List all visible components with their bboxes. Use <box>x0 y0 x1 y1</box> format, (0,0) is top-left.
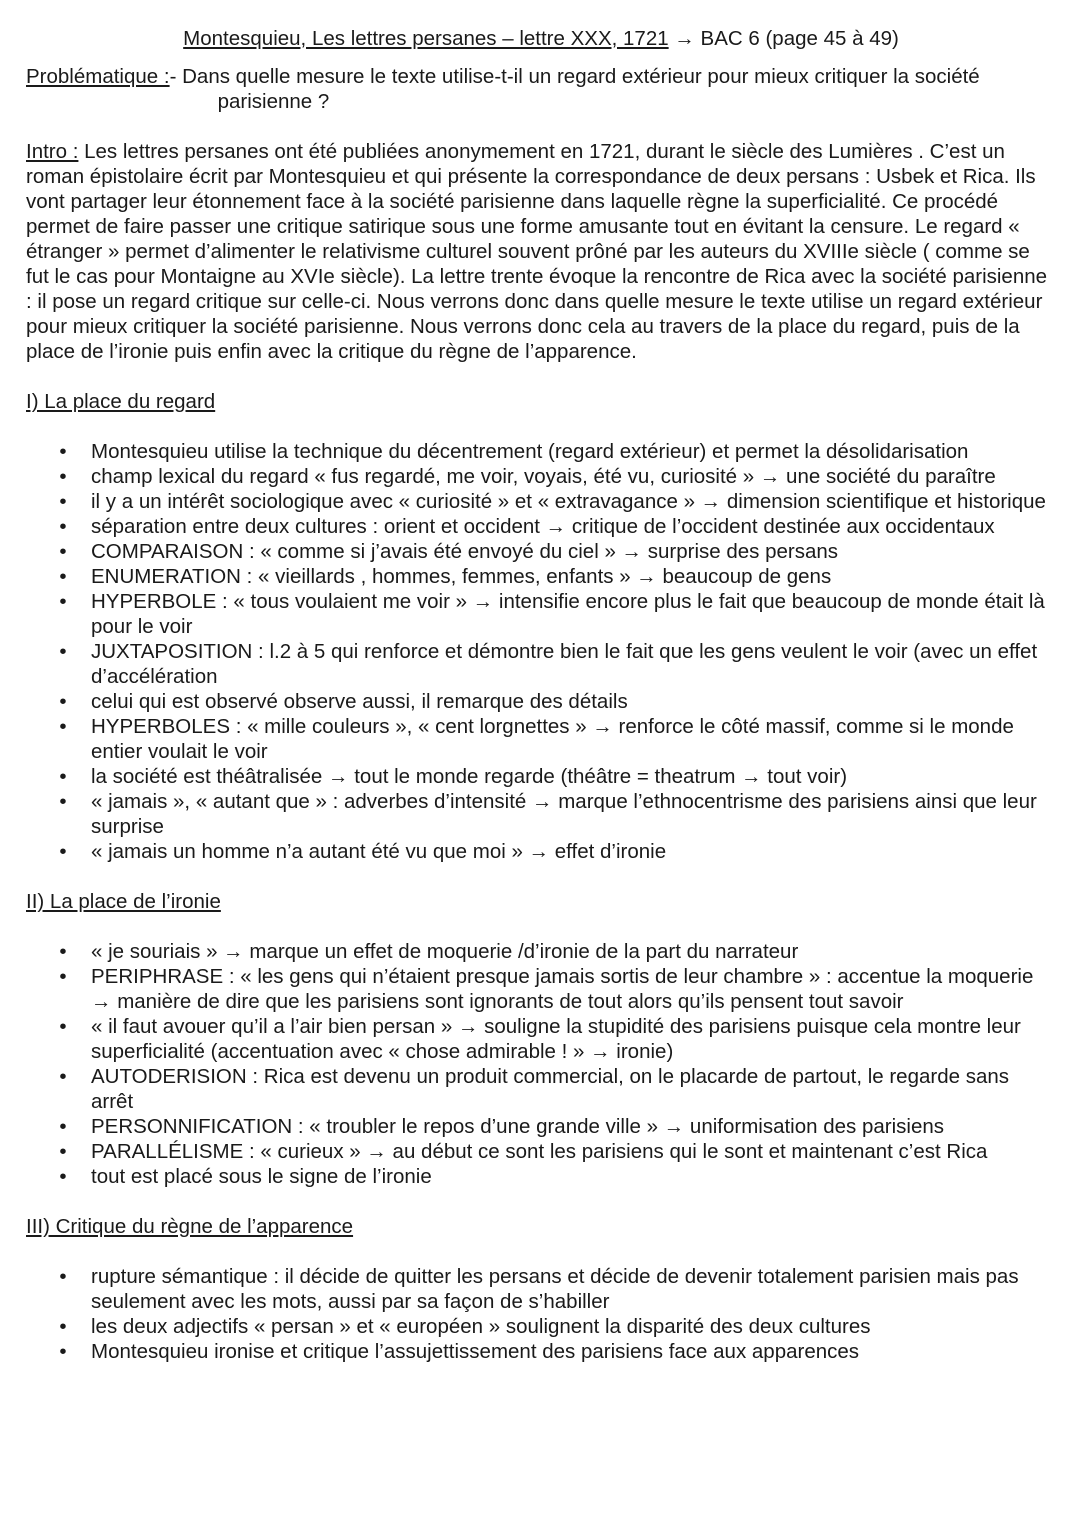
list-item: • AUTODERISION : Rica est devenu un produit commercial, on le placarde de partout, le regarde sans arrêt <box>59 1065 1010 1113</box>
intro-text: Les lettres persanes ont été publiées anonymement en 1721, durant le siècle des Lumières . C’est un roman épistolaire écrit par Montesquieu et qui présente la correspondance de deux persans : Usbek et Rica. Ils vont partager leur étonnement face à la société parisienne dans laquelle règne la superficialité. Ce procédé permet de faire passer une critique satirique sous une forme amusante tout en évitant la censure. Le regard « étranger » permet d’alimenter le relativisme culturel souvent prôné par les auteurs du XVIIIe siècle ( comme se fut le cas pour Montaigne au XVIe siècle). La lettre trente évoque la rencontre de Rica avec la société parisienne : il pose un regard critique sur celle-ci. Nous verrons donc dans quelle mesure le texte utilise un regard extérieur pour mieux critiquer la société parisienne. Nous verrons donc cela au travers de la place du regard, puis de la place de l’ironie puis enfin avec la critique du règne de l’apparence. <box>26 140 1048 363</box>
bullet-icon: • <box>59 840 67 863</box>
list-item: • la société est théâtralisée → tout le monde regarde (théâtre = theatrum → tout voir) <box>59 765 848 788</box>
list-item: • Montesquieu utilise la technique du décentrement (regard extérieur) et permet la désolidarisation <box>59 440 969 463</box>
bullet-icon: • <box>59 940 67 963</box>
bullet-list <box>26 1264 1056 1364</box>
bullet-icon: • <box>59 690 67 713</box>
list-item: • « jamais un homme n’a autant été vu que moi » → effet d’ironie <box>59 840 667 863</box>
bullet-icon: • <box>59 640 67 663</box>
list-item: • ENUMERATION : « vieillards , hommes, femmes, enfants » → beaucoup de gens <box>59 565 832 588</box>
bullet-icon: • <box>59 1065 67 1088</box>
bullet-list <box>26 439 1056 864</box>
problematique-line-2: parisienne ? <box>217 90 330 113</box>
list-item: • Montesquieu ironise et critique l’assujettissement des parisiens face aux apparences <box>59 1340 860 1363</box>
bullet-icon: • <box>59 1140 67 1163</box>
section-2 <box>26 889 1056 1189</box>
list-item: • HYPERBOLE : « tous voulaient me voir » → intensifie encore plus le fait que beaucoup de monde était là pour le voir <box>59 590 1045 638</box>
intro-label: Intro : <box>26 140 79 163</box>
list-item: • séparation entre deux cultures : orient et occident → critique de l’occident destinée aux occidentaux <box>59 515 995 538</box>
list-item: • « il faut avouer qu’il a l’air bien persan » → souligne la stupidité des parisiens puisque cela montre leur superficialité (accentuation avec « chose admirable ! » → ironie) <box>59 1015 1021 1063</box>
bullet-icon: • <box>59 515 67 538</box>
bullet-icon: • <box>59 465 67 488</box>
list-item: • « je souriais » → marque un effet de moquerie /d’ironie de la part du narrateur <box>59 940 799 963</box>
bullet-icon: • <box>59 790 67 813</box>
bullet-icon: • <box>59 965 67 988</box>
list-item: • rupture sémantique : il décide de quitter les persans et décide de devenir totalement parisien mais pas seulement avec les mots, aussi par sa façon de s’habiller <box>59 1265 1019 1313</box>
bullet-icon: • <box>59 1340 67 1363</box>
problematique-line-1: - Dans quelle mesure le texte utilise-t-il un regard extérieur pour mieux critiquer la société <box>169 65 980 88</box>
problematique-label: Problématique : <box>26 65 170 88</box>
list-item: • HYPERBOLES : « mille couleurs », « cent lorgnettes » → renforce le côté massif, comme si le monde entier voulait le voir <box>59 715 1014 763</box>
introduction <box>26 139 1056 364</box>
bullet-icon: • <box>59 1115 67 1138</box>
bullet-icon: • <box>59 715 67 738</box>
list-item: • PERSONNIFICATION : « troubler le repos d’une grande ville » → uniformisation des parisiens <box>59 1115 945 1138</box>
title-reference: → BAC 6 (page 45 à 49) <box>668 27 899 50</box>
bullet-icon: • <box>59 565 67 588</box>
bullet-icon: • <box>59 1265 67 1288</box>
document-title <box>26 26 1056 51</box>
list-item: • tout est placé sous le signe de l’ironie <box>59 1165 432 1188</box>
bullet-icon: • <box>59 490 67 513</box>
section-1 <box>26 389 1056 864</box>
section-3 <box>26 1214 1056 1364</box>
bullet-icon: • <box>59 440 67 463</box>
list-item: • JUXTAPOSITION : l.2 à 5 qui renforce et démontre bien le fait que les gens veulent le voir (avec un effet d’accélération <box>59 640 1038 688</box>
list-item: • les deux adjectifs « persan » et « européen » soulignent la disparité des deux cultures <box>59 1315 871 1338</box>
bullet-icon: • <box>59 540 67 563</box>
bullet-icon: • <box>59 1015 67 1038</box>
list-item: • champ lexical du regard « fus regardé, me voir, voyais, été vu, curiosité » → une société du paraître <box>59 465 996 488</box>
list-item: • celui qui est observé observe aussi, il remarque des détails <box>59 690 628 713</box>
list-item: • PERIPHRASE : « les gens qui n’étaient presque jamais sortis de leur chambre » : accentue la moquerie → manière de dire que les parisiens sont ignorants de tout alors qu’ils pensent tout savoir <box>59 965 1034 1013</box>
bullet-icon: • <box>59 1315 67 1338</box>
bullet-icon: • <box>59 590 67 613</box>
section-title: III) Critique du règne de l’apparence <box>26 1215 354 1238</box>
bullet-icon: • <box>59 1165 67 1188</box>
problematique-text <box>170 64 980 114</box>
list-item: • PARALLÉLISME : « curieux » → au début ce sont les parisiens qui le sont et maintenant c’est Rica <box>59 1140 988 1163</box>
problematique <box>26 64 1056 114</box>
bullet-icon: • <box>59 765 67 788</box>
list-item: • COMPARAISON : « comme si j’avais été envoyé du ciel » → surprise des persans <box>59 540 839 563</box>
title-main: Montesquieu, Les lettres persanes – lettre XXX, 1721 <box>183 27 669 50</box>
bullet-list <box>26 939 1056 1189</box>
section-title: I) La place du regard <box>26 390 216 413</box>
list-item: • il y a un intérêt sociologique avec « curiosité » et « extravagance » → dimension scientifique et historique <box>59 490 1046 513</box>
section-title: II) La place de l’ironie <box>26 890 221 913</box>
list-item: • « jamais », « autant que » : adverbes d’intensité → marque l’ethnocentrisme des parisiens ainsi que leur surprise <box>59 790 1037 838</box>
document-page <box>26 26 1056 1389</box>
